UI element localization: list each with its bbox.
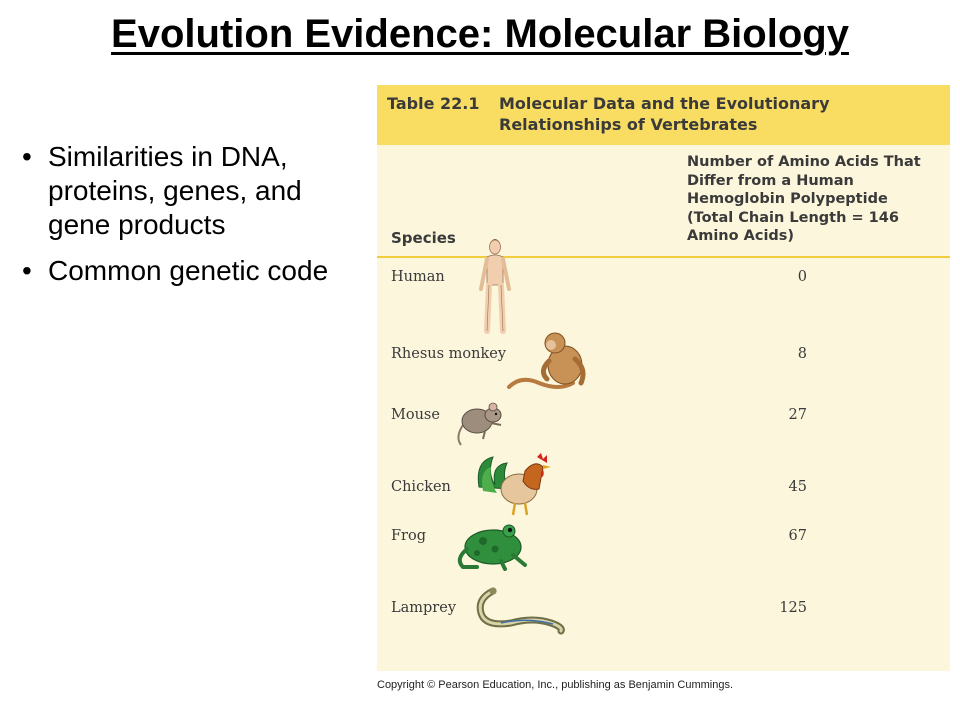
- row-species-chicken: Chicken: [391, 479, 451, 495]
- monkey-icon: [503, 329, 593, 391]
- lamprey-icon: [471, 583, 567, 635]
- row-value-chicken: 45: [788, 479, 807, 495]
- slide-title: Evolution Evidence: Molecular Biology: [111, 12, 849, 56]
- frog-icon: [453, 519, 533, 571]
- bullet-item: [22, 140, 342, 242]
- header-rule: [377, 256, 950, 258]
- row-species-rhesus-monkey: Rhesus monkey: [391, 346, 507, 362]
- row-value-lamprey: 125: [779, 600, 807, 616]
- row-value-human: 0: [797, 269, 807, 285]
- row-species-lamprey: Lamprey: [391, 600, 457, 616]
- row-value-mouse: 27: [788, 407, 807, 423]
- bullet-marker: •: [22, 255, 32, 286]
- row-species-frog: Frog: [391, 528, 427, 544]
- value-column-header: Number of Amino Acids That Differ from a Human Hemoglobin Polypeptide (Total Chain Length = 146 Amino Acids): [687, 154, 921, 244]
- table-caption-text: Molecular Data and the Evolutionary Relationships of Vertebrates: [499, 94, 830, 134]
- bullet-item: [22, 254, 342, 288]
- mouse-icon: [455, 401, 509, 447]
- bullet-text: Common genetic code: [48, 255, 329, 286]
- table-number: Table 22.1: [387, 94, 480, 113]
- row-species-mouse: Mouse: [391, 407, 440, 423]
- table-caption: [377, 85, 950, 145]
- row-species-human: Human: [391, 269, 445, 285]
- row-value-rhesus-monkey: 8: [797, 346, 807, 362]
- bullet-list: [22, 140, 342, 300]
- copyright-notice: Copyright © Pearson Education, Inc., publishing as Benjamin Cummings.: [377, 679, 734, 691]
- species-column-header: Species: [391, 229, 456, 247]
- bullet-marker: •: [22, 141, 32, 172]
- bullet-text: Similarities in DNA, proteins, genes, and gene products: [48, 141, 302, 240]
- row-value-frog: 67: [788, 528, 807, 544]
- chicken-icon: [473, 451, 559, 517]
- amino-acid-table: [377, 85, 950, 671]
- human-icon: [473, 235, 517, 335]
